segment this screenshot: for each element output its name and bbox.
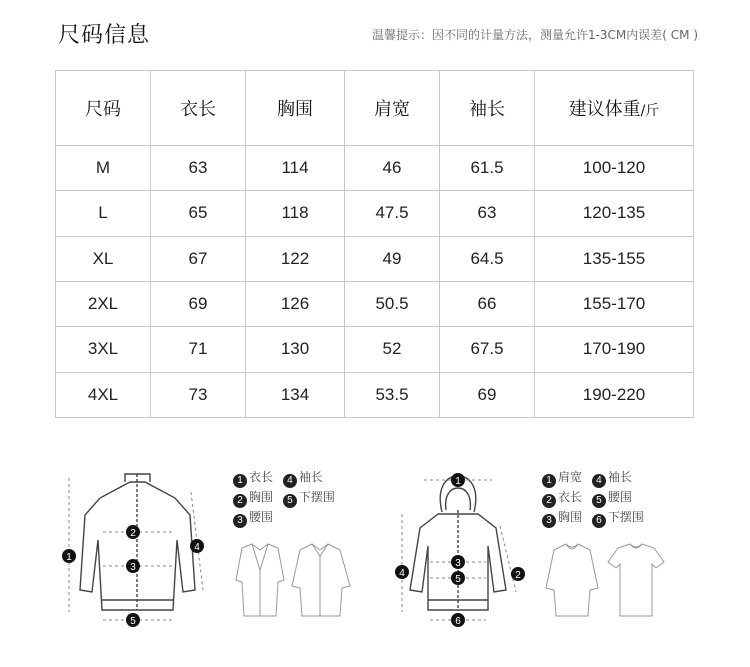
cell-sleeve: 67.5 [440,327,535,372]
jacket-marker-2: 2 [130,528,136,539]
jacket-marker-3: 3 [130,562,136,573]
header-weight-label: 建议体重 [568,99,641,120]
jacket-marker-4: 4 [194,542,200,553]
legend-label: 衣长 [558,490,583,504]
jacket-marker-1: 1 [66,552,72,563]
jacket-marker-5: 5 [130,616,136,627]
table-row [56,372,694,417]
page-title: 尺码信息 [58,23,151,48]
legend-label: 下摆围 [298,490,335,504]
cell-sleeve: 63 [440,191,535,236]
legend-number: 6 [592,514,606,528]
cell-chest: 134 [246,372,345,417]
legend-label: 腰围 [607,490,632,504]
legend-label: 胸围 [249,490,274,504]
hoodie-marker-1: 1 [455,476,461,487]
cell-sleeve: 69 [440,372,535,417]
table-row [56,236,694,281]
cell-size: XL [56,236,151,281]
legend-label: 袖长 [607,470,632,484]
legend-number: 4 [283,474,297,488]
cell-chest: 118 [246,191,345,236]
cell-weight: 135-155 [535,236,694,281]
legend-number: 5 [592,494,606,508]
cell-shoulder: 52 [345,327,440,372]
hoodie-marker-3: 3 [455,558,461,569]
cell-chest: 130 [246,327,345,372]
legend-label: 下摆围 [607,510,644,524]
hoodie-marker-4: 4 [399,568,405,579]
legend-label: 肩宽 [558,470,583,484]
size-table [55,70,694,418]
header-weight [535,71,694,146]
suit-and-shirt-illustration [228,540,358,620]
cell-shoulder: 46 [345,146,440,191]
jacket-measurement-diagram [55,470,220,635]
sweater-and-tshirt-illustration [538,540,668,620]
table-row [56,191,694,236]
hoodie-marker-2: 2 [515,570,521,581]
cell-length: 71 [151,327,246,372]
cell-sleeve: 66 [440,281,535,326]
cell-length: 67 [151,236,246,281]
cell-chest: 122 [246,236,345,281]
legend-label: 衣长 [249,470,274,484]
cell-weight: 170-190 [535,327,694,372]
cell-shoulder: 53.5 [345,372,440,417]
legend-label: 袖长 [298,470,323,484]
cell-weight: 190-220 [535,372,694,417]
legend-number: 4 [592,474,606,488]
legend-number: 2 [542,494,556,508]
cell-sleeve: 64.5 [440,236,535,281]
cell-size: 2XL [56,281,151,326]
legend-label: 胸围 [558,510,583,524]
legend-number: 2 [233,494,247,508]
table-row [56,281,694,326]
cell-size: 4XL [56,372,151,417]
cell-shoulder: 49 [345,236,440,281]
header-shoulder: 肩宽 [345,71,440,146]
cell-shoulder: 50.5 [345,281,440,326]
table-row [56,146,694,191]
cell-length: 63 [151,146,246,191]
cell-shoulder: 47.5 [345,191,440,236]
cell-weight: 100-120 [535,146,694,191]
header-weight-unit: /斤 [640,103,660,119]
hoodie-measurement-diagram [390,470,530,635]
jacket-legend [233,468,341,528]
cell-length: 65 [151,191,246,236]
table-row [56,327,694,372]
cell-weight: 155-170 [535,281,694,326]
legend-label: 腰围 [249,510,274,524]
hoodie-marker-6: 6 [455,616,461,627]
header-chest: 胸围 [246,71,345,146]
header-length: 衣长 [151,71,246,146]
measurement-tip: 温馨提示：因不同的计量方法，测量允许1-3CM内误差( CM ) [371,28,698,42]
hoodie-legend [542,468,650,528]
legend-number: 1 [233,474,247,488]
cell-length: 73 [151,372,246,417]
legend-number: 3 [542,514,556,528]
legend-number: 3 [233,514,247,528]
cell-weight: 120-135 [535,191,694,236]
cell-size: M [56,146,151,191]
cell-chest: 126 [246,281,345,326]
cell-size: L [56,191,151,236]
cell-length: 69 [151,281,246,326]
cell-size: 3XL [56,327,151,372]
header-sleeve: 袖长 [440,71,535,146]
table-header-row [56,71,694,146]
header-size: 尺码 [56,71,151,146]
legend-number: 1 [542,474,556,488]
legend-number: 5 [283,494,297,508]
cell-chest: 114 [246,146,345,191]
hoodie-marker-5: 5 [455,574,461,585]
cell-sleeve: 61.5 [440,146,535,191]
